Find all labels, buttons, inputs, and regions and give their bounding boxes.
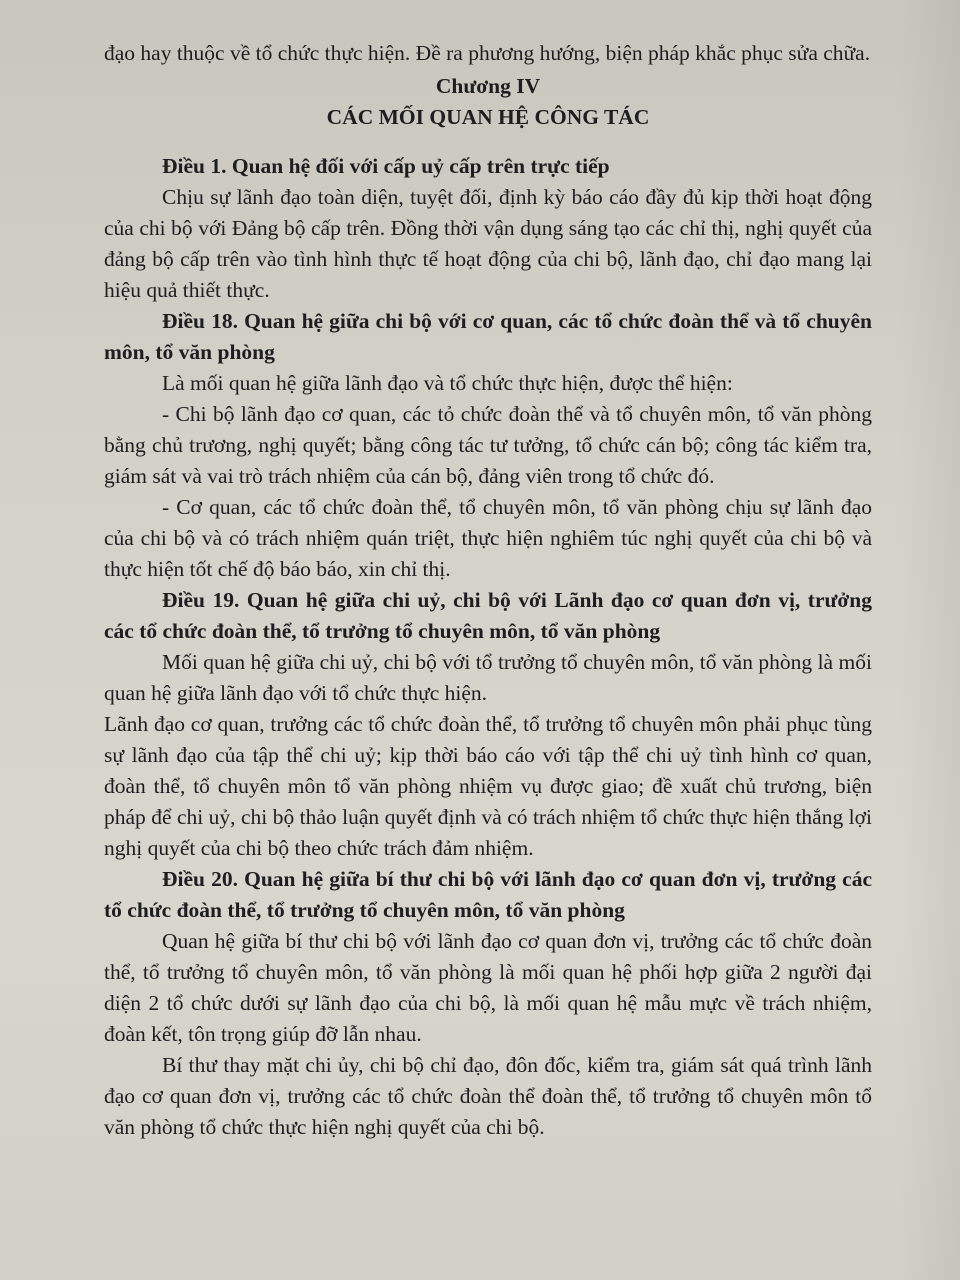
chapter-title: CÁC MỐI QUAN HỆ CÔNG TÁC (326, 105, 650, 129)
article-1-paragraph: Chịu sự lãnh đạo toàn diện, tuyệt đối, định kỳ báo cáo đầy đủ kịp thời hoạt động của chi bộ với Đảng bộ cấp trên. Đồng thời vận dụng sáng tạo các chỉ thị, nghị quyết của đảng bộ cấp trên vào tình hình thực tế hoạt động của chi bộ, lãnh đạo, chỉ đạo mang lại hiệu quả thiết thực. (104, 185, 872, 302)
intro-paragraph: đạo hay thuộc về tổ chức thực hiện. Đề ra phương hướng, biện pháp khắc phục sửa chữa. (104, 41, 871, 65)
article-19-title: Điều 19. Quan hệ giữa chi uỷ, chi bộ với Lãnh đạo cơ quan đơn vị, trưởng các tổ chức đoàn thể, tổ trưởng tổ chuyên môn, tổ văn phòng (104, 588, 872, 643)
article-18-paragraph-3: - Cơ quan, các tổ chức đoàn thể, tổ chuyên môn, tổ văn phòng chịu sự lãnh đạo của chi bộ và có trách nhiệm quán triệt, thực hiện nghiêm túc nghị quyết của chi bộ và thực hiện tốt chế độ báo báo, xin chỉ thị. (104, 495, 872, 581)
article-19-paragraph-2: Lãnh đạo cơ quan, trưởng các tổ chức đoàn thể, tổ trưởng tổ chuyên môn phải phục tùng sự lãnh đạo của tập thể chi uỷ; kịp thời báo cáo với tập thể chi uỷ tình hình cơ quan, đoàn thể, tổ chuyên môn tổ văn phòng nhiệm vụ được giao; đề xuất chủ trương, biện pháp để chi uỷ, chi bộ thảo luận quyết định và có trách nhiệm tổ chức thực hiện thắng lợi nghị quyết của chi bộ theo chức trách đảm nhiệm. (104, 712, 872, 860)
article-20-paragraph-1: Quan hệ giữa bí thư chi bộ với lãnh đạo cơ quan đơn vị, trưởng các tổ chức đoàn thể, tổ trưởng tổ chuyên môn, tổ văn phòng là mối quan hệ phối hợp giữa 2 người đại diện 2 tổ chức dưới sự lãnh đạo của chi bộ, là mối quan hệ mẫu mực về trách nhiệm, đoàn kết, tôn trọng giúp đỡ lẫn nhau. (104, 929, 872, 1046)
page-shadow (900, 0, 960, 1280)
article-1-title: Điều 1. Quan hệ đối với cấp uỷ cấp trên trực tiếp (162, 154, 610, 178)
chapter-number: Chương IV (435, 74, 541, 98)
article-19-paragraph-1: Mối quan hệ giữa chi uỷ, chi bộ với tổ trưởng tổ chuyên môn, tổ văn phòng là mối quan hệ giữa lãnh đạo với tổ chức thực hiện. (104, 650, 872, 705)
document-body (104, 38, 872, 1143)
article-20-paragraph-2: Bí thư thay mặt chi ủy, chi bộ chỉ đạo, đôn đốc, kiểm tra, giám sát quá trình lãnh đạo cơ quan đơn vị, trưởng các tổ chức đoàn thể đoàn thể, tổ trưởng tổ chuyên môn tổ văn phòng tổ chức thực hiện nghị quyết của chi bộ. (104, 1053, 872, 1139)
article-18-title: Điều 18. Quan hệ giữa chi bộ với cơ quan, các tổ chức đoàn thể và tổ chuyên môn, tổ văn phòng (104, 309, 872, 364)
article-20-title: Điều 20. Quan hệ giữa bí thư chi bộ với lãnh đạo cơ quan đơn vị, trưởng các tổ chức đoàn thể, tổ trưởng tổ chuyên môn, tổ văn phòng (104, 867, 872, 922)
article-18-paragraph-2: - Chi bộ lãnh đạo cơ quan, các tỏ chức đoàn thể và tổ chuyên môn, tổ văn phòng bằng chủ trương, nghị quyết; bằng công tác tư tưởng, tổ chức cán bộ; công tác kiểm tra, giám sát và vai trò trách nhiệm của cán bộ, đảng viên trong tổ chức đó. (104, 402, 872, 488)
article-18-paragraph-1: Là mối quan hệ giữa lãnh đạo và tổ chức thực hiện, được thể hiện: (162, 371, 733, 395)
